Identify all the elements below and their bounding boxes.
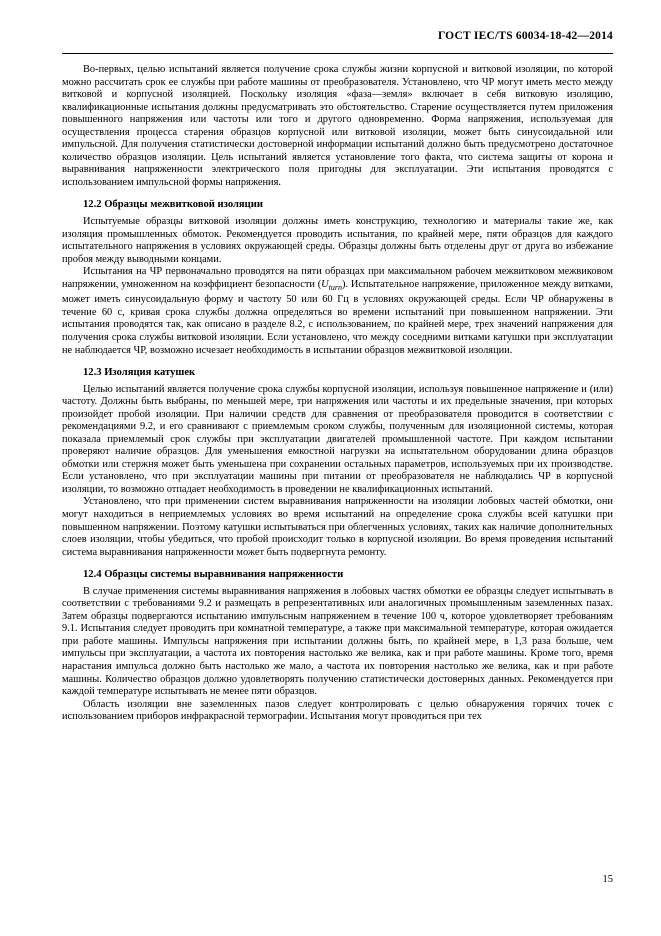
document-header: ГОСТ IEC/TS 60034-18-42—2014	[437, 30, 613, 42]
paragraph-12-3-2: Установлено, что при применении систем выравнивания напряженности на изоляции лобовых частей обмотки, они могут находиться в неприемлемых условиях во время испытаний на определение срока службы всей катушки при повышенном напряжении. Поэтому катушки испытываться при облегченных условиях, таких как наличие дополнительных слоев изоляции, чтобы убедиться, что пробой происходит только в корпусной изоляции. Во время проведения испытаний система выравнивания напряженности может быть подвергнута ремонту.	[62, 496, 613, 558]
document-body	[62, 64, 613, 724]
header-divider	[62, 53, 613, 54]
paragraph-intro-1: Во-первых, целью испытаний является получение срока службы жизни корпусной и витковой изоляции, по которой можно рассчитать срок ее службы при работе машины от преобразователя. Установлено, что ЧР могут иметь место между витковой и корпусной изоляцией. Поскольку изоляция «фаза—земля» включает в себя витковую изоляцию, квалификационные испытания должны предусматривать это обстоятельство. Старение осуществляется путем приложения повышенного напряжения или частоты или того и другого одновременно. Форма напряжения, используемая для осуществления процесса старения образцов корпусной или витковой изоляции, может быть синусоидальной или импульсной. Для получения статистически достоверной информации испытаний должно быть предусмотрено достаточное количество образцов изоляции. Цель испытаний является установление того факта, что система защиты от корона и выравнивания напряженности электрического поля пригодны для эксплуатации. Эти испытания проводятся с использованием импульсной формы напряжения.	[62, 64, 613, 188]
paragraph-12-2-1: Испытуемые образцы витковой изоляции должны иметь конструкцию, технологию и материалы такие же, как изоляция промышленных обмоток. Рекомендуется проводить испытания, по крайней мере, пяти образцов для каждого испытательного напряжения в условиях окружающей среды. Образцы должны быть отделены друг от друга во избежание пробоя между выводными концами.	[62, 215, 613, 265]
paragraph-12-2-2: Испытания на ЧР первоначально проводятся на пяти образцах при максимальном рабочем межвитковом межвиковом напряжении, умноженном на коэффициент безопасности $(U_{turn})$. Испытательное напряжение, приложенное между витками, может иметь синусоидальную форму и частоту 50 или 60 Гц в условиях окружающей среды. Если ЧР обнаружены в течение 60 с, кривая срока службы должна определяться во времени испытаний при повышенном напряжении. Эти испытания проводятся так, как описано в разделе 8.2, с использованием, по крайней мере, трех значений напряжения для получения срока службы витковой изоляции. Если установлено, что между соседними витками катушки при эксплуатации не наблюдается ЧР, возможно исчезает необходимость в испытании образцов межвитковой изоляции.	[62, 266, 613, 356]
heading-12-2: 12.2 Образцы межвитковой изоляции	[83, 198, 263, 210]
page-number: 15	[602, 874, 613, 885]
paragraph-12-4-2: Область изоляции вне заземленных пазов следует контролировать с целью обнаружения горячих точек с использованием приборов инфракрасной термографии. Испытания могут проводиться при тех	[62, 698, 613, 723]
paragraph-12-4-1: В случае применения системы выравнивания напряжения в лобовых частях обмотки ее образцы следует испытывать в соответствии с требованиями 9.2 и размещать в репрезентативных или аналогичных промышленным заземленных пазах. Затем образцы подвергаются испытанию импульсным напряжением в течение 100 ч, которое удовлетворяет требованиям 9.1. Испытания следует проводить при комнатной температуре, а также при максимальной температуре, которая ожидается при работе машины. Импульсы напряжения при испытании должны быть, по крайней мере, в 1,3 раза больше, чем импульсы при эксплуатации, а частота их повторения настолько же велика, как и при работе машины. Кроме того, время нарастания импульса должно быть настолько же мало, а частота их повторения настолько же велика, как и при работе машины. Количество образцов должно удовлетворять получению статистически достоверных данных. Рекомендуется при каждой температуре испытывать не менее пяти образцов.	[62, 585, 613, 698]
heading-12-4: 12.4 Образцы системы выравнивания напряженности	[83, 568, 344, 580]
heading-12-3: 12.3 Изоляция катушек	[83, 366, 196, 378]
paragraph-12-3-1: Целью испытаний является получение срока службы корпусной изоляции, используя повышенное напряжение и (или) частоту. Должны быть выбраны, по меньшей мере, три напряжения или частоты и их предельные значения, при которых произойдет пробой изоляции. При наличии средств для сравнения от преобразователя проводится в соответствии с рекомендациями 9.2, и его сравнивают с приемлемым сроком службы, полученным для изоляционной системы, которая показала приемлемый срок службы при эксплуатации двигателей промышленной частоте. При каждом испытании проверяют наличие образцов. Для уменьшения емкостной нагрузки на испытательном оборудовании длина образцов обмотки или стержня может быть уменьшена при сохранении остальных параметров, используемых при их производстве. Если установлено, что при эксплуатации машины при питании от преобразователя не наблюдались ЧР в корпусной изоляции, то возможно отпадает необходимость в проведении не квалификационных испытаний.	[62, 383, 613, 495]
